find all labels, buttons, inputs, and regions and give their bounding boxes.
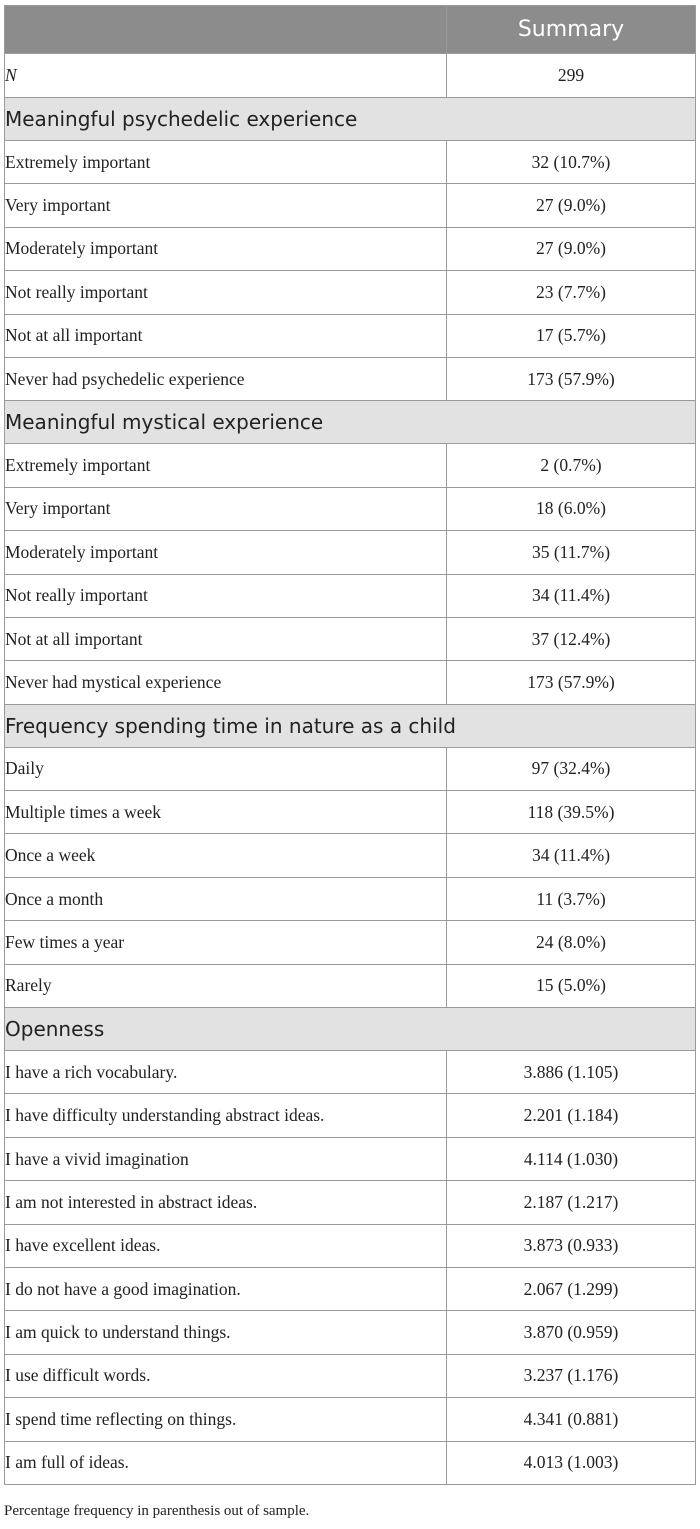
sample-size-row bbox=[5, 54, 696, 98]
table-row bbox=[5, 487, 696, 530]
row-value: 97 (32.4%) bbox=[447, 747, 696, 790]
row-label: I do not have a good imagination. bbox=[5, 1267, 447, 1310]
row-value: 23 (7.7%) bbox=[447, 271, 696, 314]
row-value: 3.237 (1.176) bbox=[447, 1354, 696, 1397]
row-label: Never had mystical experience bbox=[5, 661, 447, 704]
section-title: Meaningful mystical experience bbox=[5, 401, 696, 444]
section-header-row bbox=[5, 1008, 696, 1051]
row-label: Moderately important bbox=[5, 227, 447, 270]
section-title: Openness bbox=[5, 1008, 696, 1051]
table-row bbox=[5, 314, 696, 357]
table-row bbox=[5, 747, 696, 790]
table-row bbox=[5, 141, 696, 184]
row-label: Very important bbox=[5, 184, 447, 227]
table-row bbox=[5, 1051, 696, 1094]
row-value: 173 (57.9%) bbox=[447, 661, 696, 704]
table-row bbox=[5, 877, 696, 920]
row-value: 3.870 (0.959) bbox=[447, 1311, 696, 1354]
table-row bbox=[5, 1441, 696, 1484]
table-row bbox=[5, 1398, 696, 1441]
row-value: 37 (12.4%) bbox=[447, 617, 696, 660]
table-row bbox=[5, 964, 696, 1007]
table-row bbox=[5, 1267, 696, 1310]
table-row bbox=[5, 1094, 696, 1137]
row-value: 34 (11.4%) bbox=[447, 834, 696, 877]
table-row bbox=[5, 617, 696, 660]
table-row bbox=[5, 1224, 696, 1267]
row-value: 24 (8.0%) bbox=[447, 921, 696, 964]
row-value: 2.187 (1.217) bbox=[447, 1181, 696, 1224]
row-label: Very important bbox=[5, 487, 447, 530]
row-value: 118 (39.5%) bbox=[447, 791, 696, 834]
row-label: I spend time reflecting on things. bbox=[5, 1398, 447, 1441]
table-header-row bbox=[5, 6, 696, 54]
row-value: 4.341 (0.881) bbox=[447, 1398, 696, 1441]
table-row bbox=[5, 1354, 696, 1397]
row-label: I am full of ideas. bbox=[5, 1441, 447, 1484]
row-label: Not at all important bbox=[5, 314, 447, 357]
sample-size-value: 299 bbox=[447, 54, 696, 98]
row-value: 11 (3.7%) bbox=[447, 877, 696, 920]
row-value: 27 (9.0%) bbox=[447, 227, 696, 270]
row-value: 34 (11.4%) bbox=[447, 574, 696, 617]
header-summary-column: Summary bbox=[447, 6, 696, 54]
row-value: 3.886 (1.105) bbox=[447, 1051, 696, 1094]
row-value: 4.013 (1.003) bbox=[447, 1441, 696, 1484]
row-label: I am quick to understand things. bbox=[5, 1311, 447, 1354]
row-label: Not really important bbox=[5, 271, 447, 314]
row-label: I have difficulty understanding abstract ideas. bbox=[5, 1094, 447, 1137]
table-row bbox=[5, 1311, 696, 1354]
summary-table bbox=[4, 5, 696, 1485]
table-row bbox=[5, 531, 696, 574]
row-value: 32 (10.7%) bbox=[447, 141, 696, 184]
table-row bbox=[5, 921, 696, 964]
table-row bbox=[5, 791, 696, 834]
table-row bbox=[5, 1137, 696, 1180]
section-title: Meaningful psychedelic experience bbox=[5, 98, 696, 141]
table-row bbox=[5, 661, 696, 704]
row-value: 17 (5.7%) bbox=[447, 314, 696, 357]
table-row bbox=[5, 271, 696, 314]
row-label: Not at all important bbox=[5, 617, 447, 660]
row-label: Daily bbox=[5, 747, 447, 790]
row-label: I use difficult words. bbox=[5, 1354, 447, 1397]
row-value: 173 (57.9%) bbox=[447, 357, 696, 400]
row-label: Moderately important bbox=[5, 531, 447, 574]
table-row bbox=[5, 184, 696, 227]
row-label: Rarely bbox=[5, 964, 447, 1007]
row-value: 2.067 (1.299) bbox=[447, 1267, 696, 1310]
row-value: 3.873 (0.933) bbox=[447, 1224, 696, 1267]
section-header-row bbox=[5, 98, 696, 141]
row-label: Extremely important bbox=[5, 444, 447, 487]
row-value: 2.201 (1.184) bbox=[447, 1094, 696, 1137]
row-label: Few times a year bbox=[5, 921, 447, 964]
row-label: Once a month bbox=[5, 877, 447, 920]
row-label: Not really important bbox=[5, 574, 447, 617]
row-label: I have excellent ideas. bbox=[5, 1224, 447, 1267]
row-label: I have a rich vocabulary. bbox=[5, 1051, 447, 1094]
row-label: Once a week bbox=[5, 834, 447, 877]
section-header-row bbox=[5, 704, 696, 747]
row-value: 2 (0.7%) bbox=[447, 444, 696, 487]
table-row bbox=[5, 227, 696, 270]
row-label: Never had psychedelic experience bbox=[5, 357, 447, 400]
table-row bbox=[5, 444, 696, 487]
section-title: Frequency spending time in nature as a child bbox=[5, 704, 696, 747]
table-footnote: Percentage frequency in parenthesis out of sample. bbox=[4, 1503, 310, 1519]
table-row bbox=[5, 574, 696, 617]
row-value: 15 (5.0%) bbox=[447, 964, 696, 1007]
header-label-column bbox=[5, 6, 447, 54]
table-row bbox=[5, 834, 696, 877]
table-row bbox=[5, 1181, 696, 1224]
table-row bbox=[5, 357, 696, 400]
row-value: 18 (6.0%) bbox=[447, 487, 696, 530]
sample-size-label: N bbox=[5, 54, 447, 98]
row-value: 4.114 (1.030) bbox=[447, 1137, 696, 1180]
row-label: I have a vivid imagination bbox=[5, 1137, 447, 1180]
row-value: 27 (9.0%) bbox=[447, 184, 696, 227]
section-header-row bbox=[5, 401, 696, 444]
row-value: 35 (11.7%) bbox=[447, 531, 696, 574]
row-label: I am not interested in abstract ideas. bbox=[5, 1181, 447, 1224]
row-label: Extremely important bbox=[5, 141, 447, 184]
row-label: Multiple times a week bbox=[5, 791, 447, 834]
